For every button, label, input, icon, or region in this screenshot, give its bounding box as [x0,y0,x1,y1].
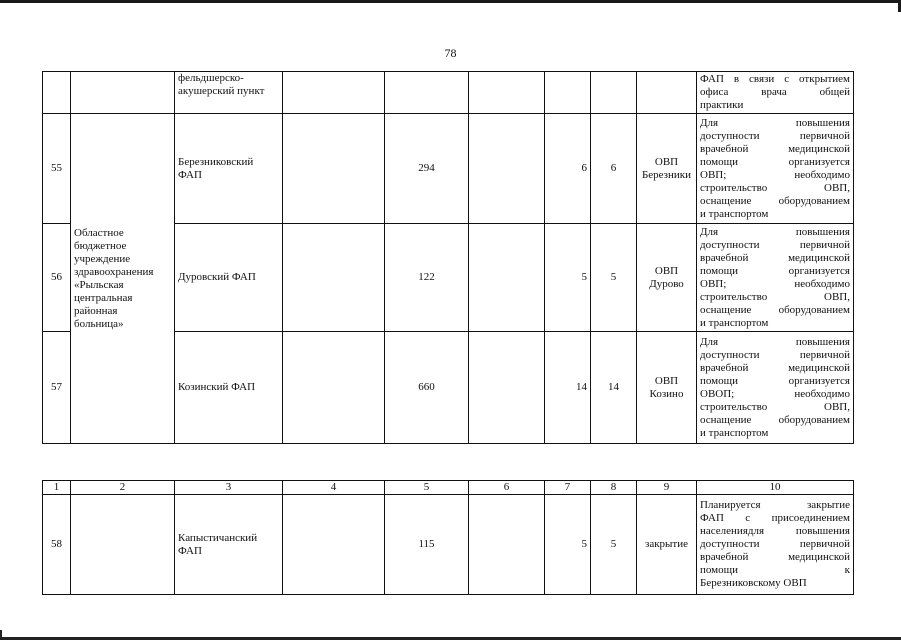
cell-col4 [283,114,385,224]
cell-col8: 6 [591,114,637,224]
cell-num [43,72,71,114]
org-line: здравоохранения [74,265,154,278]
column-header: 10 [697,481,854,495]
note-line: Для повышения [700,116,850,129]
col9-line: ОВП [654,264,679,277]
cell-organization [71,114,175,444]
note-line: ОВОП; необходимо [700,387,850,400]
cell-col7: 6 [545,114,591,224]
note-line: ОВП; необходимо [700,168,850,181]
note-line: врачебной медицинской [700,142,850,155]
cell-facility-name [175,224,283,332]
cell-note [697,114,854,224]
org-line: «Рыльская [74,278,124,291]
note-line: Для повышения [700,225,850,238]
cell-col8: 14 [591,332,637,444]
cell-note [697,495,854,595]
cell-col9 [637,224,697,332]
cell-facility-name [175,495,283,595]
cell-col7: 5 [545,224,591,332]
note-line: помощи организуется [700,155,850,168]
cell-col7 [545,72,591,114]
cell-col5: 122 [385,224,469,332]
note-line: доступности первичной [700,348,850,361]
note-line: ФАП с присоединением [700,512,850,524]
cell-col9 [637,114,697,224]
note-line: помощи к [700,564,850,576]
note-line: оснащение оборудованием [700,194,850,207]
cell-facility-name [175,114,283,224]
note-line: доступности первичной [700,238,850,251]
column-header: 2 [71,481,175,495]
cell-facility-name [175,72,283,114]
col9-line: Березники [641,168,692,181]
scan-edge-top [0,0,901,3]
cell-num: 57 [43,332,71,444]
column-header: 1 [43,481,71,495]
org-line: центральная [74,291,133,304]
cell-col6 [469,114,545,224]
column-header-row [43,481,854,495]
cell-note [697,332,854,444]
note-line: оснащение оборудованием [700,413,850,426]
note-line: врачебной медицинской [700,361,850,374]
note-line: Березниковскому ОВП [700,577,807,589]
facilities-table [42,71,854,444]
name-line: ФАП [178,168,202,181]
cell-col4 [283,224,385,332]
col9-line: ОВП [654,155,679,168]
col9-line: ОВП [654,374,679,387]
cell-note [697,72,854,114]
cell-col8: 5 [591,495,637,595]
note-line: доступности первичной [700,538,850,550]
cell-col4 [283,72,385,114]
cell-num: 56 [43,224,71,332]
name-line: Березниковский [178,155,254,168]
scan-edge-left [0,630,2,640]
note-line: строительство ОВП, [700,181,850,194]
column-header: 4 [283,481,385,495]
column-header: 7 [545,481,591,495]
cell-col8 [591,72,637,114]
note-line: оснащение оборудованием [700,303,850,316]
note-line: ОВП; необходимо [700,277,850,290]
note-line: ФАП в связи с открытием [700,73,850,85]
name-line: акушерский пункт [178,85,265,97]
note-line: строительство ОВП, [700,400,850,413]
name-line: Капыстичанский [178,531,258,544]
cell-col9 [637,332,697,444]
cell-col7: 5 [545,495,591,595]
col9-line: Козино [649,387,684,400]
cell-col4 [283,495,385,595]
cell-col6 [469,332,545,444]
cell-col6 [469,495,545,595]
org-line: больница» [74,317,124,330]
note-line: помощи организуется [700,264,850,277]
cell-note [697,224,854,332]
table-row-58 [43,495,854,595]
cell-col5: 115 [385,495,469,595]
note-line: офиса врача общей [700,86,850,98]
cell-col7: 14 [545,332,591,444]
note-line: Планируется закрытие [700,499,850,511]
note-line: строительство ОВП, [700,290,850,303]
table-row-continuation [43,72,854,114]
cell-col5: 294 [385,114,469,224]
cell-col5: 660 [385,332,469,444]
facilities-table-continued [42,480,854,595]
cell-num: 58 [43,495,71,595]
note-line: врачебной медицинской [700,251,850,264]
table-row-55 [43,114,854,224]
org-line: Областное [74,226,124,239]
cell-col4 [283,332,385,444]
note-line: и транспортом [700,316,769,329]
org-line: бюджетное [74,239,127,252]
cell-num: 55 [43,114,71,224]
org-line: районная [74,304,118,317]
note-line: Для повышения [700,335,850,348]
column-header: 3 [175,481,283,495]
note-line: и транспортом [700,207,769,220]
cell-col6 [469,224,545,332]
cell-col9: закрытие [637,495,697,595]
org-line: учреждение [74,252,131,265]
column-header: 8 [591,481,637,495]
note-line: и транспортом [700,426,769,439]
cell-col8: 5 [591,224,637,332]
column-header: 5 [385,481,469,495]
name-line: Козинский ФАП [178,381,256,393]
cell-organization [71,72,175,114]
name-line: ФАП [178,544,202,557]
cell-facility-name [175,332,283,444]
name-line: Дуровский ФАП [178,271,256,283]
note-line: населениядля повышения [700,525,850,537]
column-header: 6 [469,481,545,495]
col9-line: Дурово [649,277,684,290]
column-header: 9 [637,481,697,495]
name-line: фельдшерско- [178,72,244,84]
cell-col9 [637,72,697,114]
cell-organization [71,495,175,595]
note-line: врачебной медицинской [700,551,850,563]
cell-col6 [469,72,545,114]
note-line: практики [700,99,744,111]
note-line: доступности первичной [700,129,850,142]
page-number: 78 [444,46,457,60]
note-line: помощи организуется [700,374,850,387]
cell-col5 [385,72,469,114]
